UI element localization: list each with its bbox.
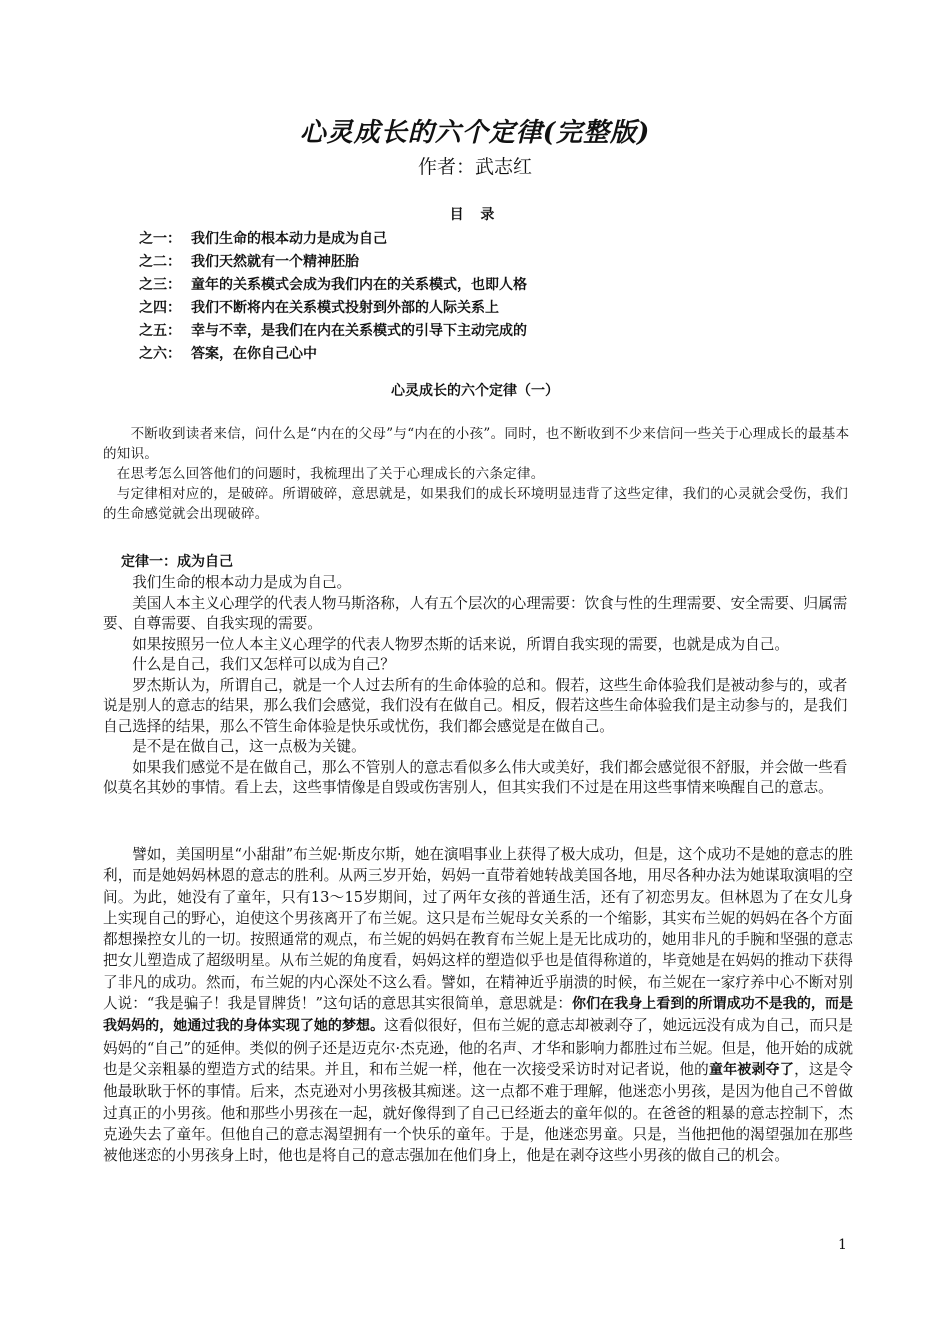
body-paragraph: 如果我们感觉不是在做自己，那么不管别人的意志看似多么伟大或美好，我们都会感觉很不舒服，并会做一些看似莫名其妙的事情。看上去，这些事情像是自毁或伤害别人，但其实我们不过是在用这些事情来唤醒自己的意志。 (103, 758, 848, 796)
body-paragraph: 什么是自己，我们又怎样可以成为自己？ (132, 656, 395, 673)
document-title: 心灵成长的六个定律(完整版) (299, 118, 651, 148)
intro-text (103, 424, 853, 524)
body-paragraph: 罗杰斯认为，所谓自己，就是一个人过去所有的生命体验的总和。假若，这些生命体验我们是被动参与的，或者说是别人的意志的结果，那么我们会感觉，我们没有在做自己。相反，假若这些生命体验我们是主动参与的，是我们自己选择的结果，那么不管生命体验是快乐或忧伤，我们都会感觉是在做自己。 (103, 676, 848, 735)
body-paragraph: 我们生命的根本动力是成为自己。 (132, 574, 352, 591)
toc-item: 之三： 童年的关系模式会成为我们内在的关系模式，也即人格 (139, 277, 527, 293)
body-paragraph: 是不是在做自己，这一点极为关键。 (132, 738, 366, 755)
law-heading: 定律一：成为自己 (121, 554, 233, 570)
law-body (103, 573, 853, 799)
example-paragraph: 譬如，美国明星“小甜甜”布兰妮·斯皮尔斯，她在演唱事业上获得了极大成功，但是，这个成功不是她的意志的胜利，而是她妈妈林恩的意志的胜利。从两三岁开始，妈妈一直带着她转战美国各地，用尽各种办法为她谋取演唱的空间。为此，她没有了童年，只有13～15岁期间，过了两年女孩的普通生活，还有了初恋男友。但林恩为了在女儿身上实现自己的野心，迫使这个男孩离开了布兰妮。这只是布兰妮母女关系的一个缩影，其实布兰妮的妈妈在各个方面都想操控女儿的一切。按照通常的观点，布兰妮的妈妈在教育布兰妮上是无比成功的，她用非凡的手腕和坚强的意志把女儿塑造成了超级明星。从布兰妮的角度看，妈妈这样的塑造似乎也是值得称道的，毕竟她是在妈妈的推动下获得了非凡的成功。然而，布兰妮的内心深处不这么看。譬如，在精神近乎崩溃的时候，布兰妮在一家疗养中心不断对别人说：“我是骗子！我是冒牌货！”这句话的意思其实很简单，意思就是：你们在我身上看到的所谓成功不是我的，而是我妈妈的，她通过我的身体实现了她的梦想。这看似很好，但布兰妮的意志却被剥夺了，她远远没有成为自己，而只是妈妈的“自己”的延伸。类似的例子还是迈克尔·杰克逊，他的名声、才华和影响力都胜过布兰妮。但是，他开始的成就也是父亲粗暴的塑造方式的结果。并且，和布兰妮一样，他在一次接受采访时对记者说，他的童年被剥夺了，这是令他最耿耿于怀的事情。后来，杰克逊对小男孩极其痴迷。这一点都不难于理解，他迷恋小男孩，是因为他自己不曾做过真正的小男孩。他和那些小男孩在一起，就好像得到了自己已经逝去的童年似的。在爸爸的粗暴的意志控制下，杰克逊失去了童年。但他自己的意志渴望拥有一个快乐的童年。于是，他迷恋男童。只是，当他把他的渴望强加在那些被他迷恋的小男孩身上时，他也是将自己的意志强加在他们身上，他是在剥夺这些小男孩的做自己的机会。 (103, 846, 854, 1165)
intro-paragraph: 不断收到读者来信，问什么是“内在的父母”与“内在的小孩”。同时，也不断收到不少来信问一些关于心理成长的最基本的知识。 (103, 426, 850, 462)
toc-item: 之二： 我们天然就有一个精神胚胎 (139, 254, 359, 270)
section-heading: 心灵成长的六个定律（一） (391, 383, 559, 399)
intro-paragraph: 与定律相对应的，是破碎。所谓破碎，意思就是，如果我们的成长环境明显违背了这些定律，我们的心灵就会受伤，我们的生命感觉就会出现破碎。 (103, 486, 849, 522)
author-line: 作者：武志红 (417, 156, 532, 178)
example-text (103, 844, 853, 1166)
toc-item: 之四： 我们不断将内在关系模式投射到外部的人际关系上 (139, 300, 499, 316)
body-paragraph: 美国人本主义心理学的代表人物马斯洛称，人有五个层次的心理需要：饮食与性的生理需要、安全需要、归属需要、自尊需要、自我实现的需要。 (103, 594, 848, 632)
intro-paragraph: 在思考怎么回答他们的问题时，我梳理出了关于心理成长的六条定律。 (103, 466, 545, 482)
bold-phrase: 童年被剥夺了 (708, 1061, 795, 1078)
toc-heading: 目 录 (449, 207, 501, 223)
toc-item: 之五： 幸与不幸，是我们在内在关系模式的引导下主动完成的 (139, 323, 527, 339)
body-paragraph: 如果按照另一位人本主义心理学的代表人物罗杰斯的话来说，所谓自我实现的需要，也就是成为自己。 (132, 635, 789, 653)
toc-item: 之六： 答案，在你自己心中 (139, 346, 317, 362)
toc-item: 之一： 我们生命的根本动力是成为自己 (139, 231, 387, 247)
table-of-contents (139, 228, 527, 366)
bold-quote: 你们在我身上看到的所谓成功不是我的，而是我妈妈的，她通过我的身体实现了她的梦想。 (103, 996, 854, 1035)
page-number: 1 (838, 1237, 847, 1253)
